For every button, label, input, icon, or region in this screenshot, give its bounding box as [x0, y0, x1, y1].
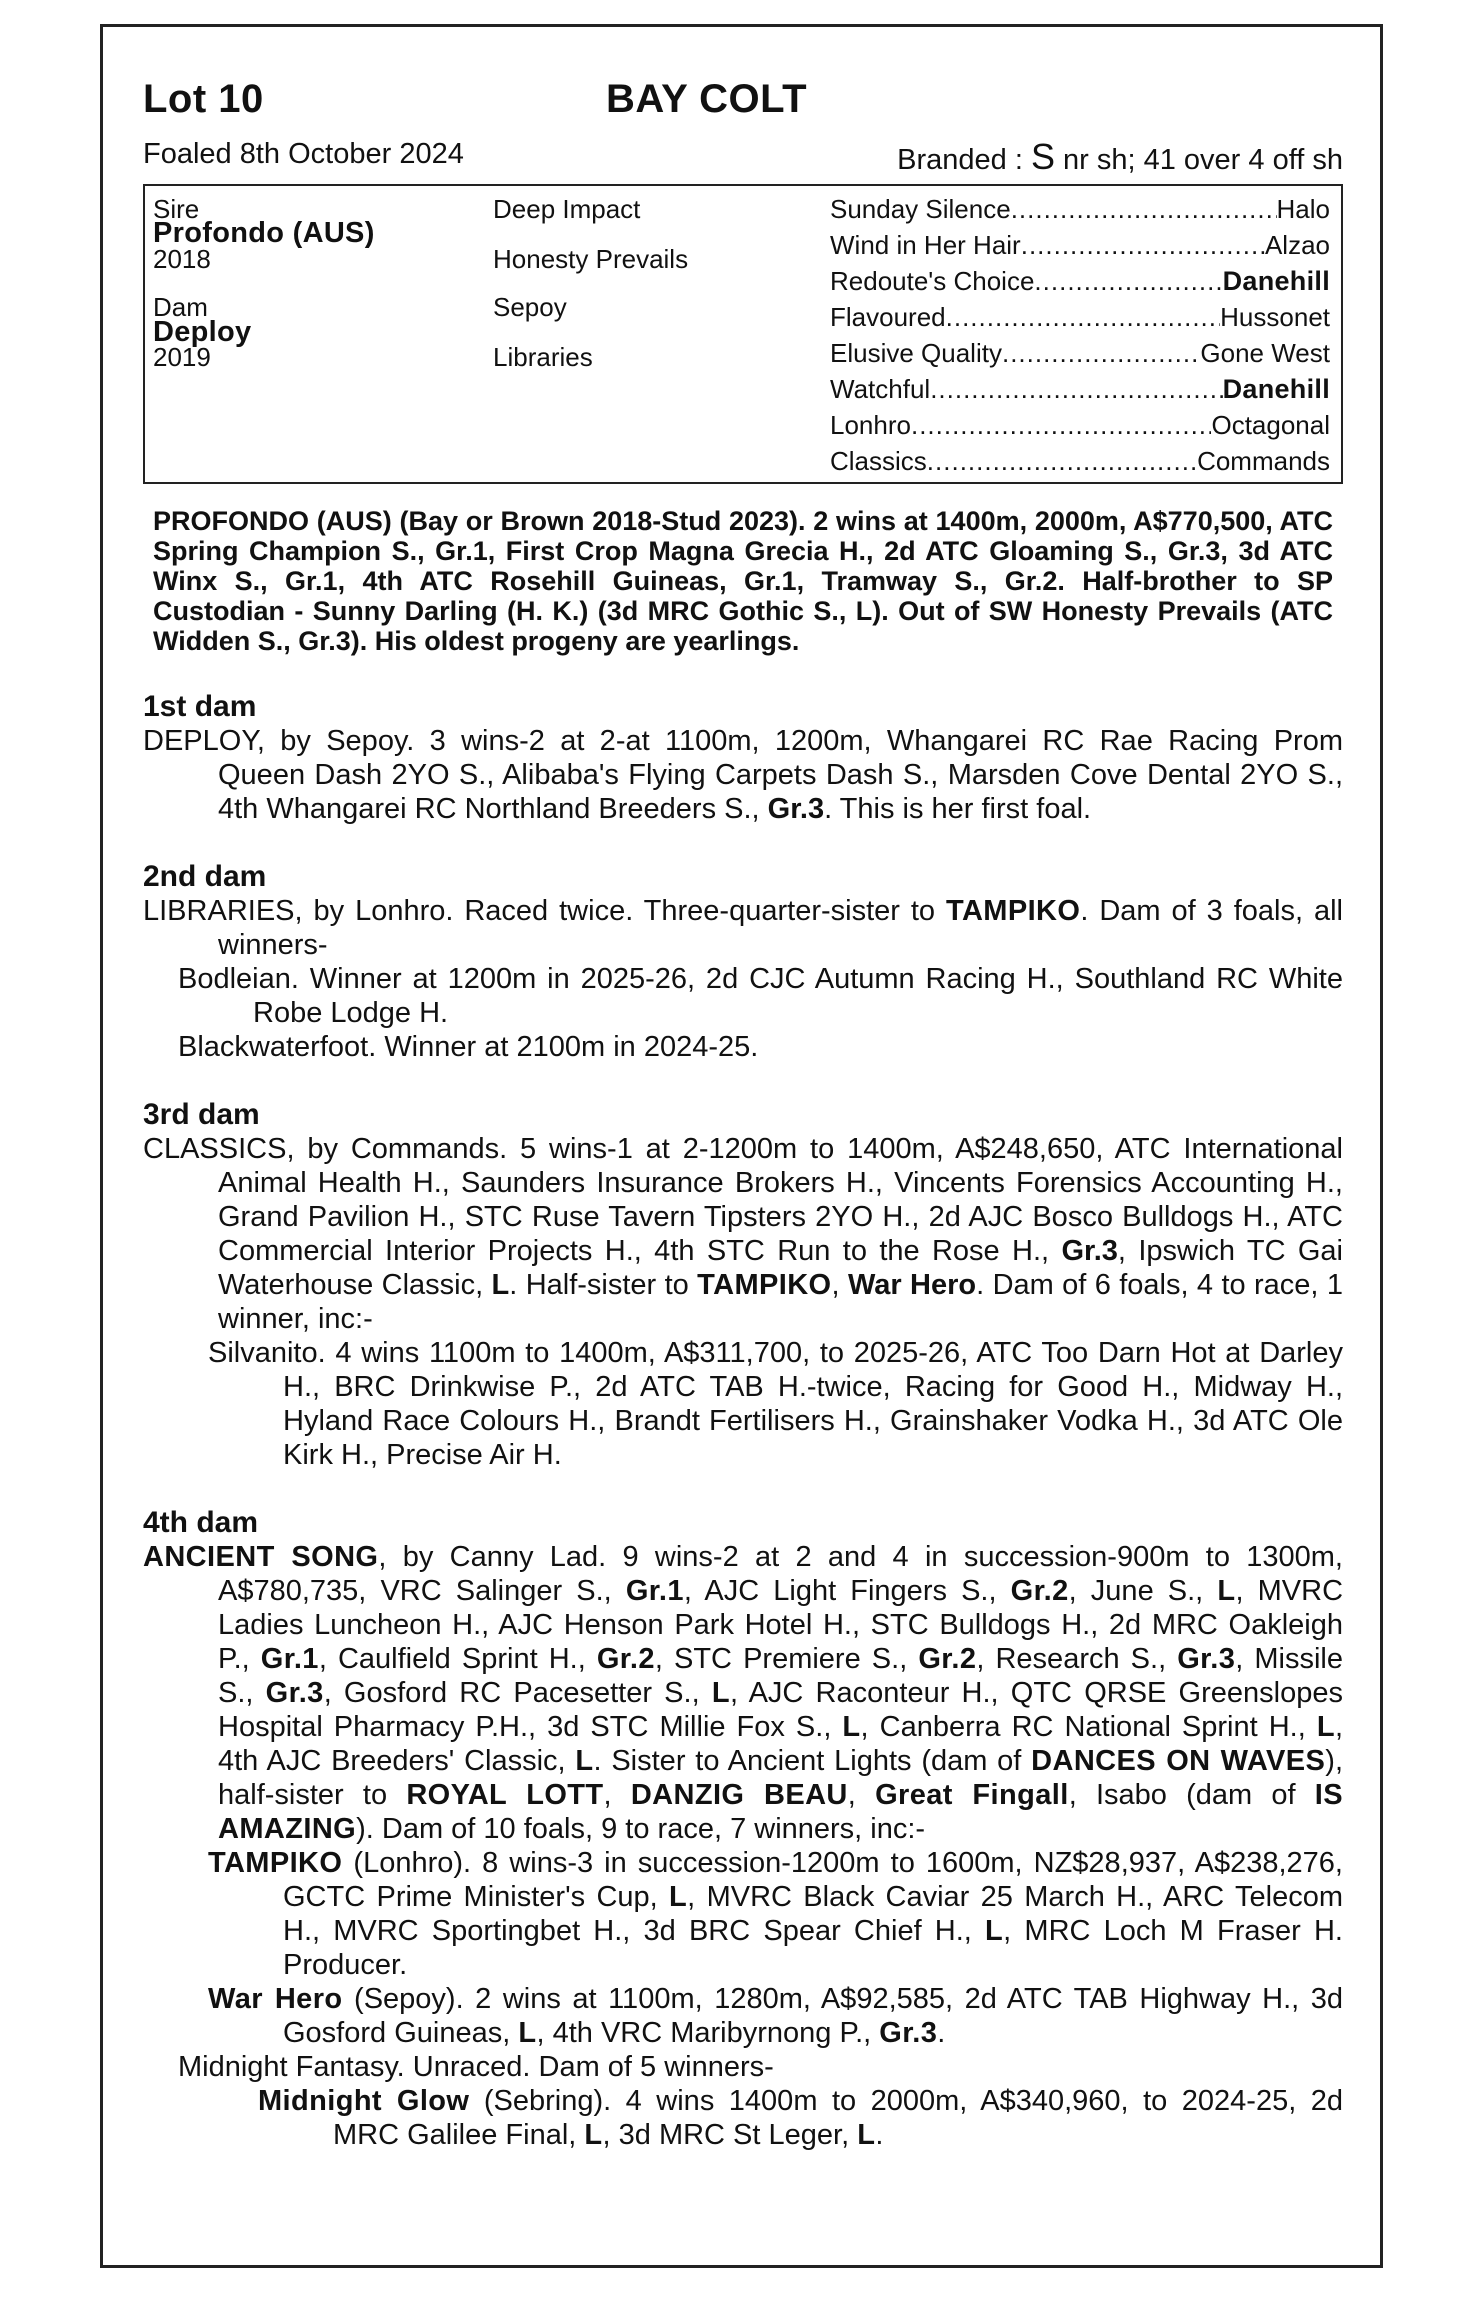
entry-text: , Missile S.,: [218, 1643, 1343, 1709]
entry-text: , Ipswich TC Gai Waterhouse Classic,: [218, 1235, 1343, 1301]
entry-bold: L: [518, 2017, 537, 2049]
entry-text: , AJC Raconteur H., QTC QRSE Greenslopes Hospital Pharmacy P.H., 3d STC Millie Fox S.,: [218, 1677, 1343, 1743]
brand-mark: S: [1030, 136, 1055, 177]
leader-dots: [1021, 230, 1265, 261]
entry-bold: L: [1316, 1711, 1335, 1743]
dam-entry: [143, 724, 1343, 826]
entry-bold: L: [491, 1269, 510, 1301]
grandparent-row: [830, 194, 1330, 225]
entry-bold: L: [857, 2119, 876, 2151]
entry-bold: War Hero: [208, 1983, 343, 2015]
catalogue-page-frame: [100, 24, 1383, 2268]
gp-left: Redoute's Choice: [830, 266, 1035, 296]
sire-year: 2018: [153, 244, 211, 274]
entry-text: , 3d MRC St Leger,: [602, 2119, 858, 2151]
entry-text: ). Dam of 10 foals, 9 to race, 7 winners, inc:-: [356, 1813, 926, 1845]
gp-right: Hussonet: [1220, 302, 1330, 332]
entry-text: LIBRARIES, by Lonhro. Raced twice. Three-quarter-sister to: [143, 895, 946, 927]
section-title: 4th dam: [143, 1506, 259, 1539]
dam-sire: Sepoy: [493, 292, 567, 322]
dam-year: 2019: [153, 342, 211, 372]
grandparent-row: [830, 446, 1330, 477]
entry-bold: Gr.1: [260, 1643, 319, 1675]
gp-right: Octagonal: [1211, 410, 1330, 440]
entry-text: CLASSICS, by Commands. 5 wins-1 at 2-1200m to 1400m, A$248,650, ATC International Animal Health H., Saunders Insurance Brokers H., Vincents Forensics Accounting H., Grand Pavilion H., STC Ruse Tavern Tipsters 2YO H., 2d AJC Bosco Bulldogs H., ATC Commercial Interior Projects H., 4th STC Run to the Rose H.,: [143, 1133, 1343, 1267]
entry-text: , 4th VRC Maribyrnong P.,: [536, 2017, 880, 2049]
entry-text: . Dam of 3 foals, all winners-: [218, 895, 1343, 961]
entry-text: . Dam of 6 foals, 4 to race, 1 winner, inc:-: [218, 1269, 1343, 1335]
entry-bold: L: [985, 1915, 1004, 1947]
section-title: 2nd dam: [143, 860, 267, 893]
grandparent-row: [830, 410, 1330, 441]
sire-sire: Deep Impact: [493, 194, 641, 224]
entry-bold: War Hero: [847, 1269, 977, 1301]
entry-text: ), half-sister to: [218, 1745, 1343, 1811]
second-dam-section: [143, 860, 1343, 1064]
dam-entry: [143, 1540, 1343, 1846]
entry-text: ,: [831, 1269, 848, 1301]
brand-info: [897, 136, 1343, 178]
third-dam-section: [143, 1098, 1343, 1472]
lot-number: Lot 10: [143, 77, 264, 121]
progeny-entry: [143, 1982, 1343, 2050]
grandparent-row: [830, 302, 1330, 333]
catalogue-content: [143, 77, 1343, 2152]
entry-text: , June S.,: [1068, 1575, 1218, 1607]
gp-left: Wind in Her Hair: [830, 230, 1021, 260]
lot-subheader: [143, 132, 1343, 182]
entry-bold: TAMPIKO: [945, 895, 1081, 927]
gp-left: Classics: [830, 446, 927, 476]
dam-entry: [143, 894, 1343, 962]
entry-bold: ANCIENT SONG: [143, 1541, 379, 1573]
progeny-entry: [143, 1846, 1343, 1982]
brand-suffix: nr sh; 41 over 4 off sh: [1054, 144, 1343, 176]
entry-text: , by Canny Lad. 9 wins-2 at 2 and 4 in succession-900m to 1300m, A$780,735, VRC Salinger S.,: [218, 1541, 1343, 1607]
grandparent-row: [830, 374, 1330, 405]
leader-dots: [1011, 194, 1277, 225]
leader-dots: [930, 374, 1222, 405]
entry-bold: Gr.2: [1010, 1575, 1069, 1607]
progeny-entry: Silvanito. 4 wins 1100m to 1400m, A$311,700, to 2025-26, ATC Too Darn Hot at Darley H., BRC Drinkwise P., 2d ATC TAB H.-twice, Racing for Good H., Midway H., Hyland Race Colours H., Brandt Fertilisers H., Grainshaker Vodka H., 3d ATC Ole Kirk H., Precise Air H.: [208, 1337, 1343, 1471]
entry-bold: L: [575, 1745, 594, 1777]
sire-name: Profondo (AUS): [153, 217, 375, 249]
entry-text: ,: [603, 1779, 631, 1811]
leader-dots: [1034, 266, 1222, 297]
pedigree-table: [143, 184, 1343, 484]
entry-bold: TAMPIKO: [208, 1847, 343, 1879]
entry-text: . This is her first foal.: [824, 793, 1092, 825]
section-title: 3rd dam: [143, 1098, 260, 1131]
gp-right: Alzao: [1264, 230, 1330, 260]
leader-dots: [1002, 338, 1200, 369]
entry-bold: L: [584, 2119, 603, 2151]
entry-text: , 4th AJC Breeders' Classic,: [218, 1711, 1343, 1777]
entry-bold: Gr.3: [1061, 1235, 1118, 1267]
gp-left: Watchful: [830, 374, 931, 404]
foaled-date: Foaled 8th October 2024: [143, 138, 464, 170]
entry-text: , Canberra RC National Sprint H.,: [860, 1711, 1317, 1743]
lot-sex-colour: BAY COLT: [606, 77, 808, 121]
sire-summary: PROFONDO (AUS) (Bay or Brown 2018-Stud 2023). 2 wins at 1400m, 2000m, A$770,500, ATC Spring Champion S., Gr.1, First Crop Magna Grecia H., 2d ATC Gloaming S., Gr.3, 3d ATC Winx S., Gr.1, 4th ATC Rosehill Guineas, Gr.1, Tramway S., Gr.2. Half-brother to SP Custodian - Sunny Darling (H. K.) (3d MRC Gothic S., L). Out of SW Honesty Prevails (ATC Widden S., Gr.3). His oldest progeny are yearlings.: [153, 506, 1333, 656]
lot-header: [143, 77, 1343, 132]
dam-dam: Libraries: [493, 342, 593, 372]
entry-text: DEPLOY, by Sepoy. 3 wins-2 at 2-at 1100m, 1200m, Whangarei RC Rae Racing Prom Queen Dash 2YO S., Alibaba's Flying Carpets Dash S., Marsden Cove Dental 2YO S., 4th Whangarei RC Northland Breeders S.,: [143, 725, 1343, 825]
entry-text: ,: [847, 1779, 876, 1811]
entry-bold: ROYAL LOTT: [406, 1779, 604, 1811]
entry-text: , Caulfield Sprint H.,: [318, 1643, 597, 1675]
entry-text: (Lonhro). 8 wins-3 in succession-1200m to 1600m, NZ$28,937, A$238,276, GCTC Prime Minister's Cup,: [283, 1847, 1343, 1913]
entry-text: , MRC Loch M Fraser H. Producer.: [283, 1915, 1343, 1981]
entry-text: (Sebring). 4 wins 1400m to 2000m, A$340,960, to 2024-25, 2d MRC Galilee Final,: [333, 2085, 1344, 2151]
leader-dots: [927, 446, 1197, 477]
grand-progeny-entry: [143, 2084, 1343, 2152]
entry-bold: DANCES ON WAVES: [1031, 1745, 1326, 1777]
entry-bold: L: [711, 1677, 730, 1709]
gp-right: Gone West: [1200, 338, 1330, 368]
entry-text: .: [937, 2017, 946, 2049]
entry-bold: TAMPIKO: [697, 1269, 832, 1301]
entry-text: , AJC Light Fingers S.,: [683, 1575, 1011, 1607]
gp-right: Halo: [1276, 194, 1330, 224]
grandparent-row: [830, 266, 1330, 297]
grandparent-row: [830, 338, 1330, 369]
entry-bold: Great Fingall: [875, 1779, 1069, 1811]
entry-bold: Gr.3: [265, 1677, 324, 1709]
entry-bold: Gr.3: [767, 793, 825, 825]
entry-bold: IS AMAZING: [218, 1779, 1343, 1845]
entry-text: , Gosford RC Pacesetter S.,: [323, 1677, 712, 1709]
entry-text: , MVRC Black Caviar 25 March H., ARC Telecom H., MVRC Sportingbet H., 3d BRC Spear Chief H.,: [283, 1881, 1344, 1947]
leader-dots: [946, 302, 1221, 333]
dam-name: Deploy: [153, 316, 252, 348]
sire-label: Sire: [153, 194, 200, 224]
entry-bold: Gr.2: [918, 1643, 977, 1675]
brand-prefix: Branded :: [897, 144, 1031, 176]
gp-left: Elusive Quality: [830, 338, 1002, 368]
gp-right: Danehill: [1222, 266, 1330, 296]
entry-bold: DANZIG BEAU: [630, 1779, 848, 1811]
entry-bold: L: [1217, 1575, 1236, 1607]
entry-bold: L: [842, 1711, 861, 1743]
section-title: 1st dam: [143, 690, 257, 723]
gp-left: Sunday Silence: [830, 194, 1011, 224]
entry-bold: Gr.1: [625, 1575, 684, 1607]
entry-bold: Gr.3: [879, 2017, 938, 2049]
entry-text: , Research S.,: [976, 1643, 1178, 1675]
entry-text: . Half-sister to: [509, 1269, 698, 1301]
entry-bold: Midnight Glow: [258, 2085, 470, 2117]
gp-left: Flavoured: [830, 302, 946, 332]
entry-text: (Sepoy). 2 wins at 1100m, 1280m, A$92,585, 2d ATC TAB Highway H., 3d Gosford Guineas,: [283, 1983, 1343, 2049]
progeny-entry: Bodleian. Winner at 1200m in 2025-26, 2d CJC Autumn Racing H., Southland RC White Robe Lodge H.: [178, 963, 1343, 1029]
entry-text: .: [875, 2119, 884, 2151]
gp-left: Lonhro: [830, 410, 911, 440]
entry-text: . Sister to Ancient Lights (dam of: [593, 1745, 1032, 1777]
progeny-entry: Blackwaterfoot. Winner at 2100m in 2024-25.: [178, 1031, 759, 1063]
entry-text: , MVRC Ladies Luncheon H., AJC Henson Park Hotel H., STC Bulldogs H., 2d MRC Oakleigh P.,: [218, 1575, 1344, 1675]
entry-text: , STC Premiere S.,: [654, 1643, 919, 1675]
entry-text: , Isabo (dam of: [1068, 1779, 1315, 1811]
gp-right: Commands: [1197, 446, 1330, 476]
first-dam-section: [143, 690, 1343, 826]
entry-bold: Gr.2: [596, 1643, 655, 1675]
leader-dots: [911, 410, 1212, 441]
gp-right: Danehill: [1222, 374, 1330, 404]
grandparent-row: [830, 230, 1330, 261]
entry-bold: Gr.3: [1177, 1643, 1236, 1675]
dam-label: Dam: [153, 292, 208, 322]
entry-bold: L: [669, 1881, 688, 1913]
progeny-entry: Midnight Fantasy. Unraced. Dam of 5 winners-: [178, 2051, 774, 2083]
sire-dam: Honesty Prevails: [493, 244, 689, 274]
dam-entry: [143, 1132, 1343, 1336]
fourth-dam-section: [143, 1506, 1343, 2152]
